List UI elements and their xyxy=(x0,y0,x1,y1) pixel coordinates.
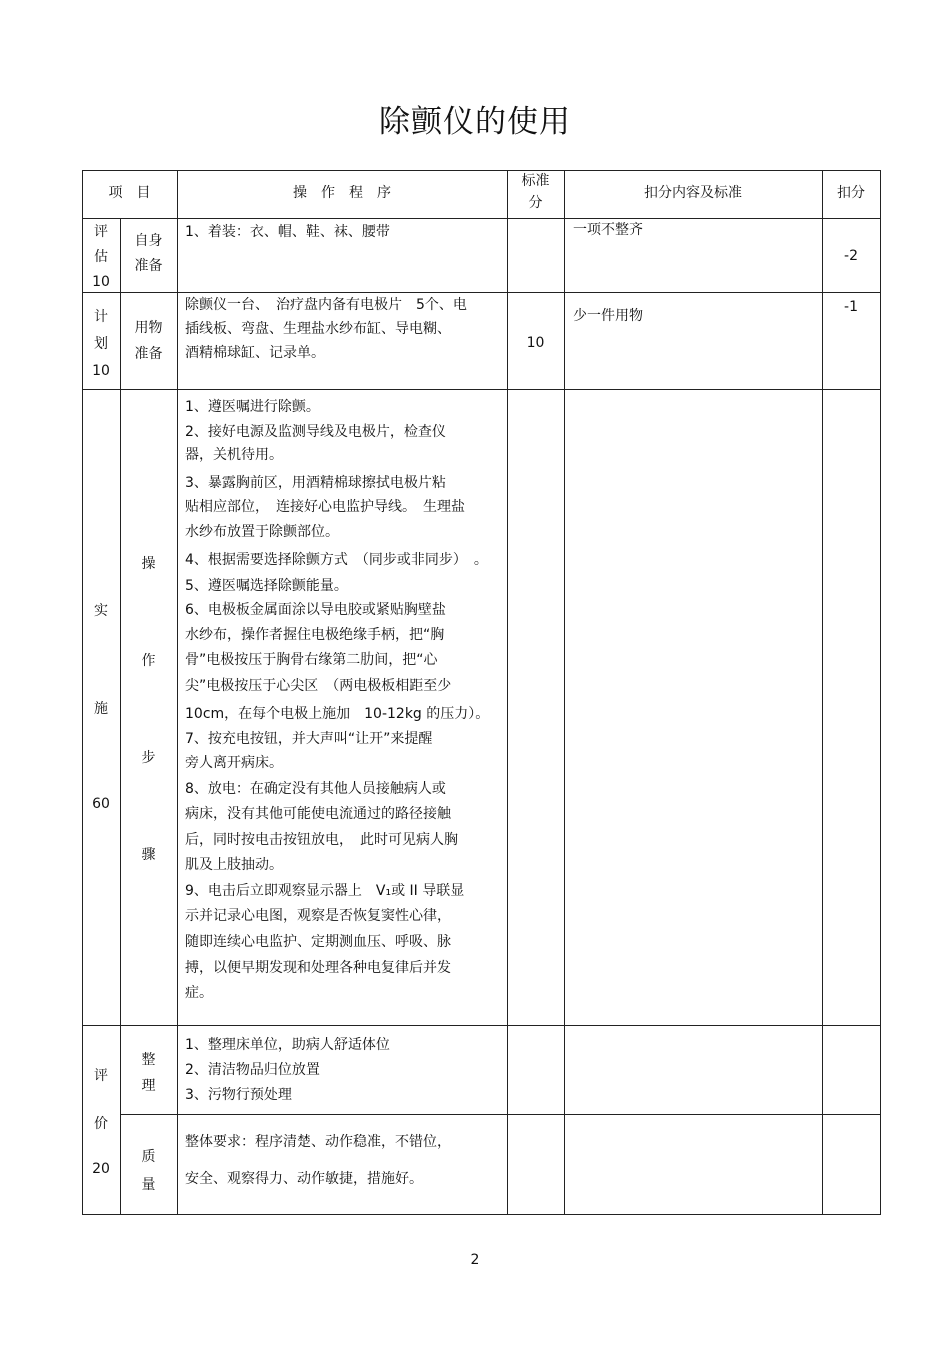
tidy-line: 1、整理床单位，助病人舒适体位 xyxy=(185,1037,390,1053)
category-score: 10 xyxy=(92,274,110,290)
plan-score: 10 xyxy=(526,335,545,351)
sub-label-char: 步 xyxy=(141,750,156,766)
step-line: 8、放电：在确定没有其他人员接触病人或 xyxy=(185,781,446,797)
sub-label-line: 准备 xyxy=(134,346,163,362)
step-line: 3、暴露胸前区，用酒精棉球擦拭电极片粘 xyxy=(185,475,446,491)
category-plan xyxy=(82,304,120,385)
category-char: 评 xyxy=(94,224,108,240)
step-line: 10cm，在每个电极上施加 10-12kg 的压力）。 xyxy=(185,706,490,722)
step-line: 5、遵医嘱选择除颤能量。 xyxy=(185,578,348,594)
category-score: 20 xyxy=(92,1161,110,1177)
step-line: 2、接好电源及监测导线及电极片，检查仪 xyxy=(185,424,446,440)
sub-label-char: 理 xyxy=(141,1078,156,1094)
header-score-line1: 标准 xyxy=(521,173,550,189)
header-score xyxy=(507,170,564,214)
sub-operation-steps xyxy=(120,553,177,864)
category-score: 10 xyxy=(92,363,110,379)
step-line: 9、电击后立即观察显示器上 V₁或 II 导联显 xyxy=(185,883,465,899)
step-line: 4、根据需要选择除颤方式 （同步或非同步） 。 xyxy=(185,552,488,568)
sub-label-char: 整 xyxy=(141,1052,156,1068)
step-line: 水纱布放置于除颤部位。 xyxy=(185,524,339,540)
step-line: 后，同时按电击按钮放电， 此时可见病人胸 xyxy=(185,832,458,848)
assess-deduct: -2 xyxy=(844,248,858,264)
assess-standard: 一项不整齐 xyxy=(573,222,643,238)
category-char: 评 xyxy=(94,1068,108,1084)
step-line: 搏，以便早期发现和处理各种电复律后并发 xyxy=(185,960,451,976)
header-deduction: 扣分 xyxy=(837,185,865,201)
plan-procedure-line: 插线板、弯盘、生理盐水纱布缸、导电糊、 xyxy=(185,321,451,337)
step-line: 器，关机待用。 xyxy=(185,447,283,463)
step-line: 1、遵医嘱进行除颤。 xyxy=(185,399,320,415)
header-deduction-standard: 扣分内容及标准 xyxy=(644,185,742,201)
page-number: 2 xyxy=(470,1252,480,1268)
category-char: 施 xyxy=(94,701,108,717)
sub-label-line: 用物 xyxy=(134,320,163,336)
sub-quality xyxy=(120,1143,177,1199)
step-line: 7、按充电按钮，并大声叫“让开”来提醒 xyxy=(185,731,433,747)
assess-procedure: 1、着装：衣、帽、鞋、袜、腰带 xyxy=(185,224,390,240)
sub-label-char: 量 xyxy=(141,1177,156,1193)
quality-line: 整体要求：程序清楚、动作稳准，不错位， xyxy=(185,1134,451,1150)
category-char: 实 xyxy=(94,603,108,619)
step-line: 旁人离开病床。 xyxy=(185,755,283,771)
category-char: 估 xyxy=(94,249,108,265)
category-implement xyxy=(82,600,120,812)
plan-deduct: -1 xyxy=(844,299,858,315)
step-line: 贴相应部位， 连接好心电监护导线。 生理盐 xyxy=(185,499,465,515)
sub-label-line: 准备 xyxy=(134,258,163,274)
sub-self-prep xyxy=(120,229,177,279)
tidy-line: 2、清洁物品归位放置 xyxy=(185,1062,320,1078)
category-char: 划 xyxy=(94,336,108,352)
step-line: 病床，没有其他可能使电流通过的路径接触 xyxy=(185,806,451,822)
sub-label-char: 作 xyxy=(141,653,156,669)
plan-standard: 少一件用物 xyxy=(573,308,643,324)
category-assess xyxy=(82,220,120,295)
sub-materials-prep xyxy=(120,315,177,367)
sub-label-char: 质 xyxy=(141,1149,156,1165)
step-line: 随即连续心电监护、定期测血压、呼吸、脉 xyxy=(185,934,451,950)
sub-label-line: 自身 xyxy=(134,233,163,249)
page-title: 除颤仪的使用 xyxy=(379,104,571,140)
quality-line: 安全、观察得力、动作敏捷，措施好。 xyxy=(185,1171,423,1187)
plan-procedure-line: 除颤仪一台、 治疗盘内备有电极片 5个、电 xyxy=(185,297,467,313)
step-line: 尖”电极按压于心尖区 （两电极板相距至少 xyxy=(185,678,452,694)
step-line: 肌及上肢抽动。 xyxy=(185,857,283,873)
header-score-line2: 分 xyxy=(528,195,543,211)
step-line: 6、电极板金属面涂以导电胶或紧贴胸壁盐 xyxy=(185,602,446,618)
sub-tidy xyxy=(120,1047,177,1099)
category-score: 60 xyxy=(92,796,110,812)
sub-label-char: 骤 xyxy=(141,847,156,863)
header-item: 项 目 xyxy=(108,185,151,201)
category-char: 价 xyxy=(94,1116,108,1132)
step-line: 症。 xyxy=(185,985,213,1001)
step-line: 示并记录心电图，观察是否恢复窦性心律， xyxy=(185,908,451,924)
category-evaluate xyxy=(82,1065,120,1177)
sub-label-char: 操 xyxy=(141,556,156,572)
step-line: 骨”电极按压于胸骨右缘第二肋间，把“心 xyxy=(185,652,438,668)
tidy-line: 3、污物行预处理 xyxy=(185,1087,292,1103)
step-line: 水纱布，操作者握住电极绝缘手柄，把“胸 xyxy=(185,627,445,643)
category-char: 计 xyxy=(94,309,108,325)
header-procedure: 操 作 程 序 xyxy=(293,185,391,201)
plan-procedure-line: 酒精棉球缸、记录单。 xyxy=(185,345,325,361)
